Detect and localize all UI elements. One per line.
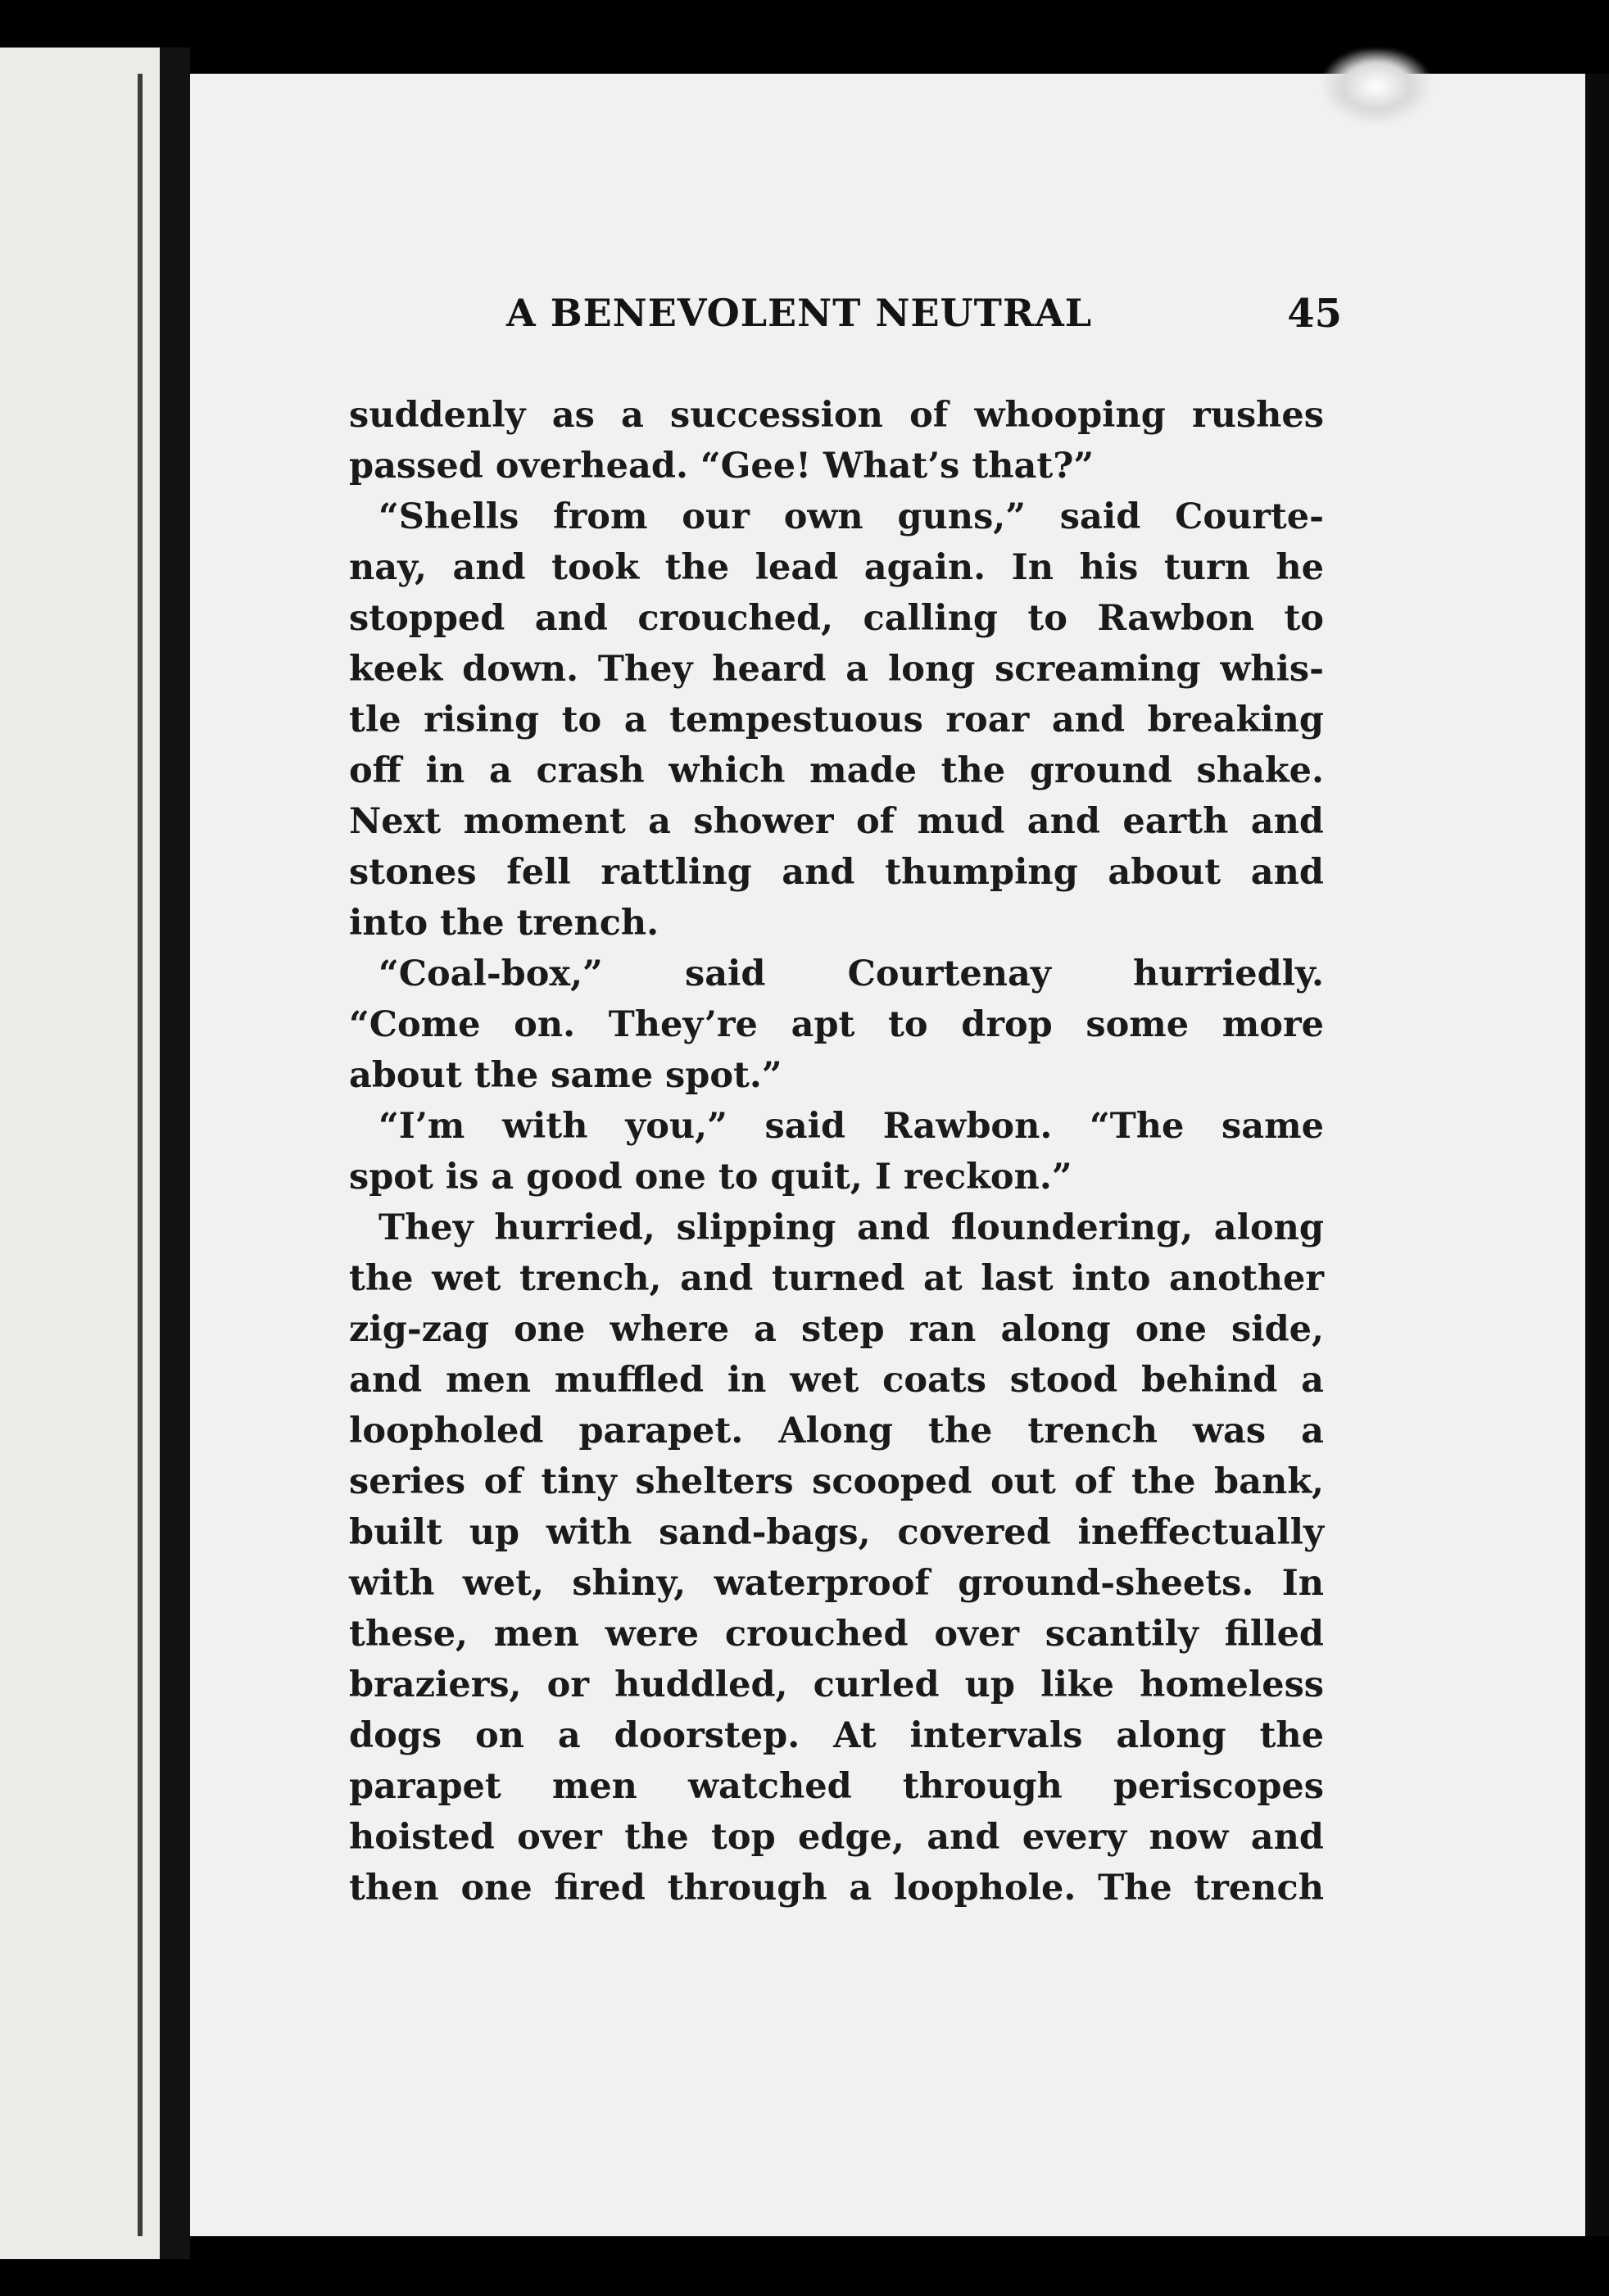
text-line: braziers, or huddled, curled up like homeless [349, 1664, 1324, 1705]
running-title: A BENEVOLENT NEUTRAL [506, 291, 1093, 335]
text-line: off in a crash which made the ground shake. [349, 750, 1324, 791]
body-text [349, 390, 1324, 1913]
text-line: then one fired through a loophole. The trench [349, 1868, 1324, 1909]
bleed-through-text [0, 162, 139, 2210]
text-line: “I’m with you,” said Rawbon. “The same [378, 1106, 1324, 1147]
text-line: stopped and crouched, calling to Rawbon to [349, 598, 1324, 639]
text-line: about the same spot.” [349, 1055, 782, 1096]
text-line: “Shells from our own guns,” said Courte- [378, 496, 1324, 537]
text-line: Next moment a shower of mud and earth and [349, 801, 1324, 842]
text-line: loopholed parapet. Along the trench was a [349, 1411, 1324, 1451]
text-line: parapet men watched through periscopes [349, 1766, 1324, 1807]
text-line: “Coal-box,” said Courtenay hurriedly. [378, 953, 1324, 994]
text-line: dogs on a doorstep. At intervals along the [349, 1715, 1324, 1756]
text-line: series of tiny shelters scooped out of the bank, [349, 1461, 1324, 1502]
binding-shadow [138, 74, 143, 2236]
running-header [506, 291, 1342, 348]
binding-gutter [160, 48, 190, 2259]
page-number: 45 [1287, 291, 1342, 337]
scan-artifact [1323, 49, 1430, 123]
left-page-edge [0, 48, 160, 2259]
text-line: the wet trench, and turned at last into another [349, 1258, 1324, 1299]
text-line: keek down. They heard a long screaming whis- [349, 649, 1324, 690]
text-line: passed overhead. “Gee! What’s that?” [349, 446, 1095, 487]
text-line: suddenly as a succession of whooping rushes [349, 395, 1324, 436]
text-line: built up with sand-bags, covered ineffectually [349, 1512, 1324, 1553]
text-line: nay, and took the lead again. In his turn he [349, 547, 1324, 588]
text-line: tle rising to a tempestuous roar and breaking [349, 700, 1324, 740]
text-line: stones fell rattling and thumping about and [349, 852, 1324, 893]
text-line: with wet, shiny, waterproof ground-sheets. In [349, 1563, 1324, 1604]
text-line: “Come on. They’re apt to drop some more [349, 1004, 1324, 1045]
text-line: hoisted over the top edge, and every now and [349, 1817, 1324, 1858]
text-line: They hurried, slipping and floundering, along [378, 1207, 1324, 1248]
right-border [1585, 74, 1609, 2236]
text-line: into the trench. [349, 903, 659, 944]
text-line: zig-zag one where a step ran along one side, [349, 1309, 1324, 1350]
text-line: spot is a good one to quit, I reckon.” [349, 1157, 1072, 1198]
text-line: and men muffled in wet coats stood behind a [349, 1360, 1324, 1401]
text-line: these, men were crouched over scantily filled [349, 1614, 1324, 1655]
